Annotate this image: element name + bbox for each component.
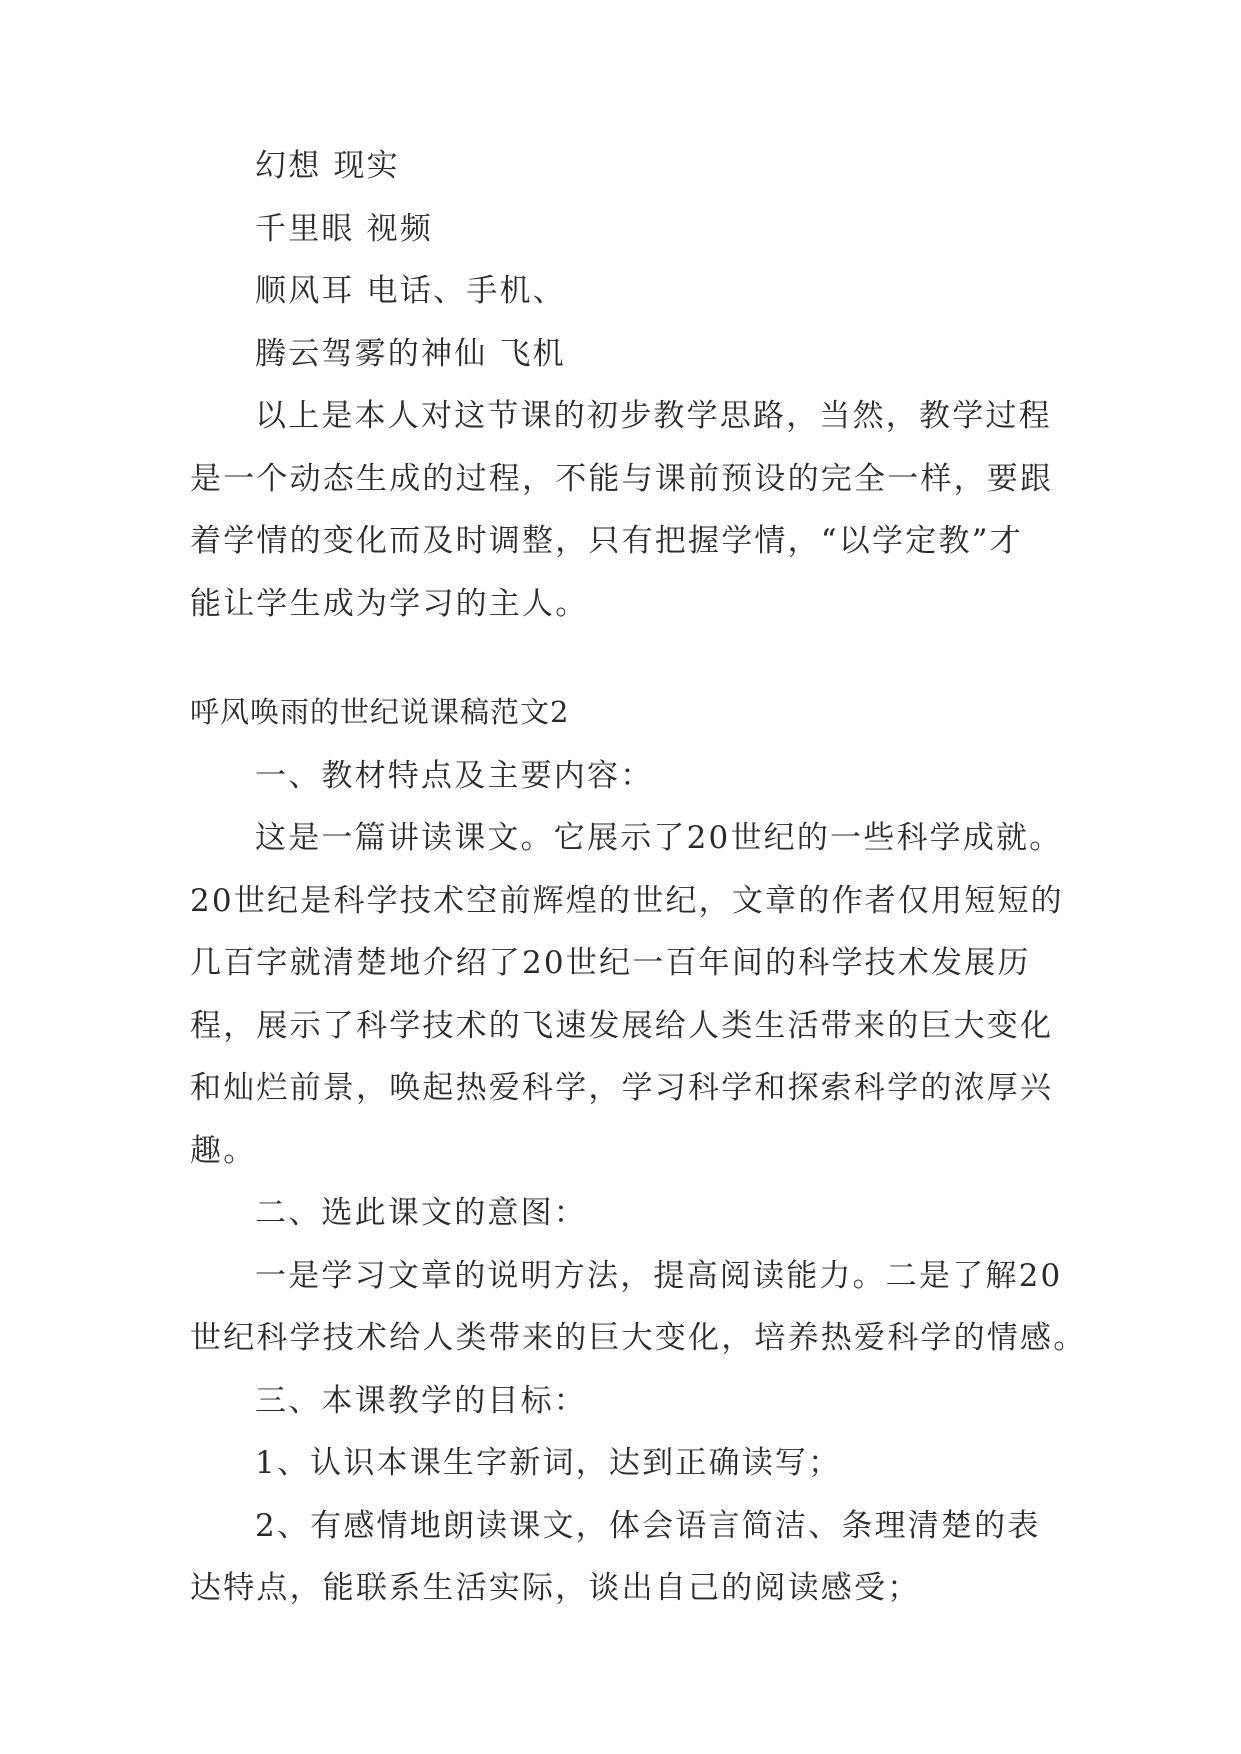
heading-intent: 二、选此课文的意图： (255, 1195, 587, 1231)
para1-line-5: 和灿烂前景，唤起热爱科学，学习科学和探索科学的浓厚兴 (190, 1070, 1054, 1106)
goal-2-line-2: 达特点，能联系生活实际，谈出自己的阅读感受； (190, 1570, 921, 1606)
para2-line-1: 一是学习文章的说明方法，提高阅读能力。二是了解20 (255, 1258, 1063, 1294)
para1-line-6: 趣。 (190, 1133, 257, 1169)
para1-line-2: 20世纪是科学技术空前辉煌的世纪，文章的作者仅用短短的 (190, 883, 1064, 919)
conclusion-line-2: 是一个动态生成的过程，不能与课前预设的完全一样，要跟 (190, 461, 1054, 497)
para2-line-2: 世纪科学技术给人类带来的巨大变化，培养热爱科学的情感。 (190, 1320, 1087, 1356)
para1-line-3: 几百字就清楚地介绍了20世纪一百年间的科学技术发展历 (190, 945, 1031, 981)
pair-clairvoyance-video: 千里眼 视频 (255, 211, 434, 247)
pair-clairaudience-phone: 顺风耳 电话、手机、 (255, 273, 566, 309)
para1-line-4: 程，展示了科学技术的飞速发展给人类生活带来的巨大变化 (190, 1008, 1054, 1044)
pair-immortal-airplane: 腾云驾雾的神仙 飞机 (255, 336, 566, 372)
conclusion-line-4: 能让学生成为学习的主人。 (190, 586, 589, 622)
heading-goals: 三、本课教学的目标： (255, 1383, 587, 1419)
conclusion-line-1: 以上是本人对这节课的初步教学思路，当然，教学过程 (255, 398, 1052, 434)
conclusion-line-3: 着学情的变化而及时调整，只有把握学情，“以学定教”才 (190, 523, 1023, 559)
heading-materials: 一、教材特点及主要内容： (255, 758, 654, 794)
para1-line-1: 这是一篇讲读课文。它展示了20世纪的一些科学成就。 (255, 820, 1063, 856)
pair-fantasy-reality: 幻想 现实 (255, 148, 400, 184)
goal-2-line-1: 2、有感情地朗读课文，体会语言简洁、条理清楚的表 (255, 1508, 1041, 1544)
section-title: 呼风唤雨的世纪说课稿范文2 (190, 695, 570, 729)
goal-1: 1、认识本课生字新词，达到正确读写； (255, 1445, 842, 1481)
